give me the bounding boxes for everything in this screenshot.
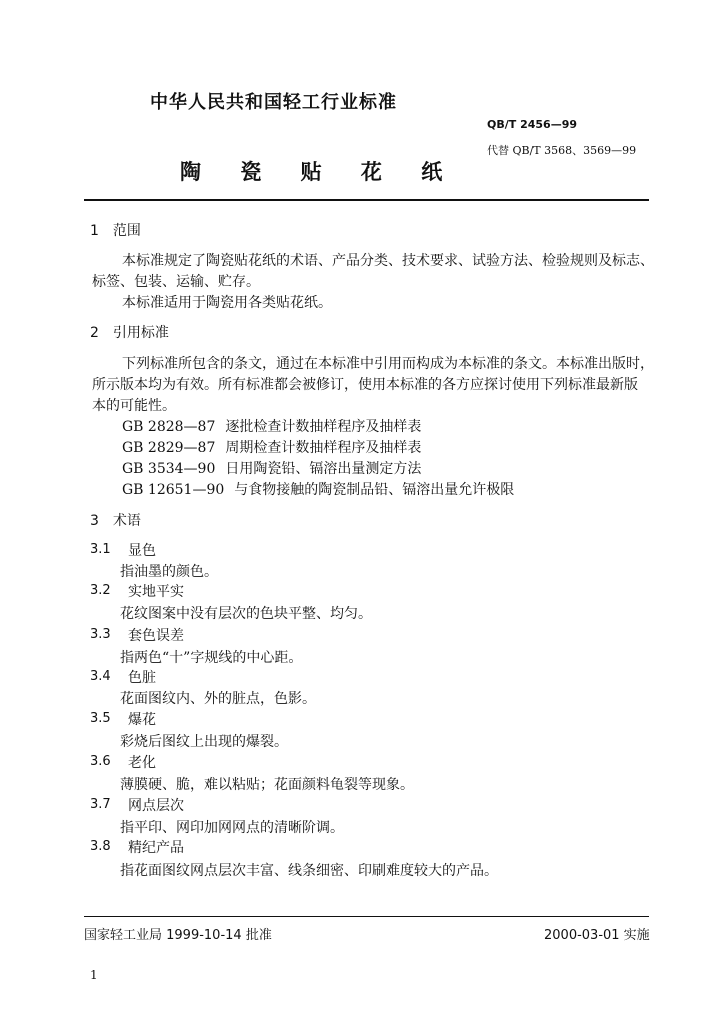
section-1-heading: 1 范围 [90, 223, 141, 239]
reference-item [122, 416, 421, 436]
reference-name: 与食物接触的陶瓷制品铅、镉溶出量允许极限 [234, 482, 515, 498]
term-name: 精纪产品 [128, 840, 184, 856]
term-name: 爆花 [128, 712, 156, 728]
section-1-paragraph-1-line-2: 标签、包装、运输、贮存。 [92, 274, 260, 290]
term-definition: 花纹图案中没有层次的色块平整、均匀。 [120, 606, 372, 622]
section-3-heading: 3 术语 [90, 513, 141, 529]
term-name: 老化 [128, 755, 156, 771]
footer-divider [84, 916, 649, 917]
term-number: 3.2 [90, 583, 111, 598]
reference-name: 逐批检查计数抽样程序及抽样表 [225, 419, 422, 435]
reference-name: 日用陶瓷铅、镉溶出量测定方法 [225, 461, 422, 477]
term-definition: 指油墨的颜色。 [120, 564, 218, 580]
term-number: 3.5 [90, 711, 111, 726]
section-2-paragraph-line-1: 下列标准所包含的条文，通过在本标准中引用而构成为本标准的条文。本标准出版时， [122, 356, 654, 372]
term-name: 显色 [128, 543, 156, 559]
document-title: 陶 瓷 贴 花 纸 [180, 160, 459, 184]
term-definition: 花面图纹内、外的脏点，色影。 [120, 691, 316, 707]
term-number: 3.7 [90, 797, 111, 812]
term-number: 3.8 [90, 839, 111, 854]
reference-code: GB 2828—87 [122, 419, 216, 435]
reference-code: GB 12651—90 [122, 482, 225, 498]
term-definition: 指平印、网印加网网点的清晰阶调。 [120, 820, 344, 836]
page-number: 1 [90, 968, 98, 982]
reference-item [122, 479, 514, 499]
section-1-paragraph-2: 本标准适用于陶瓷用各类贴花纸。 [122, 295, 332, 311]
term-number: 3.4 [90, 669, 111, 684]
reference-item [122, 458, 421, 478]
term-number: 3.3 [90, 627, 111, 642]
approval-note: 国家轻工业局 1999-10-14 批准 [84, 928, 272, 943]
term-definition: 彩烧后图纹上出现的爆裂。 [120, 734, 288, 750]
section-2-paragraph-line-3: 本的可能性。 [92, 398, 176, 414]
term-number: 3.6 [90, 754, 111, 769]
term-definition: 薄膜硬、脆，难以粘贴；花面颜料龟裂等现象。 [120, 777, 414, 793]
reference-name: 周期检查计数抽样程序及抽样表 [225, 440, 422, 456]
header-divider [84, 199, 649, 201]
term-name: 实地平实 [128, 584, 184, 600]
section-2-heading: 2 引用标准 [90, 325, 169, 341]
term-name: 套色误差 [128, 628, 184, 644]
term-name: 色脏 [128, 670, 156, 686]
term-number: 3.1 [90, 542, 111, 557]
term-definition: 指花面图纹网点层次丰富、线条细密、印刷难度较大的产品。 [120, 863, 498, 879]
term-definition: 指两色“十”字规线的中心距。 [120, 650, 303, 666]
effective-date: 2000-03-01 实施 [544, 928, 650, 943]
section-1-paragraph-1-line-1: 本标准规定了陶瓷贴花纸的术语、产品分类、技术要求、试验方法、检验规则及标志、 [122, 253, 654, 269]
section-2-paragraph-line-2: 所示版本均为有效。所有标准都会被修订，使用本标准的各方应探讨使用下列标准最新版 [92, 377, 638, 393]
reference-code: GB 2829—87 [122, 440, 216, 456]
issuing-org-title: 中华人民共和国轻工行业标准 [150, 92, 397, 113]
standard-number: QB/T 2456—99 [487, 118, 578, 131]
reference-item [122, 437, 421, 457]
replaces-note: 代替 QB/T 3568、3569—99 [487, 144, 637, 157]
term-name: 网点层次 [128, 798, 184, 814]
reference-code: GB 3534—90 [122, 461, 216, 477]
